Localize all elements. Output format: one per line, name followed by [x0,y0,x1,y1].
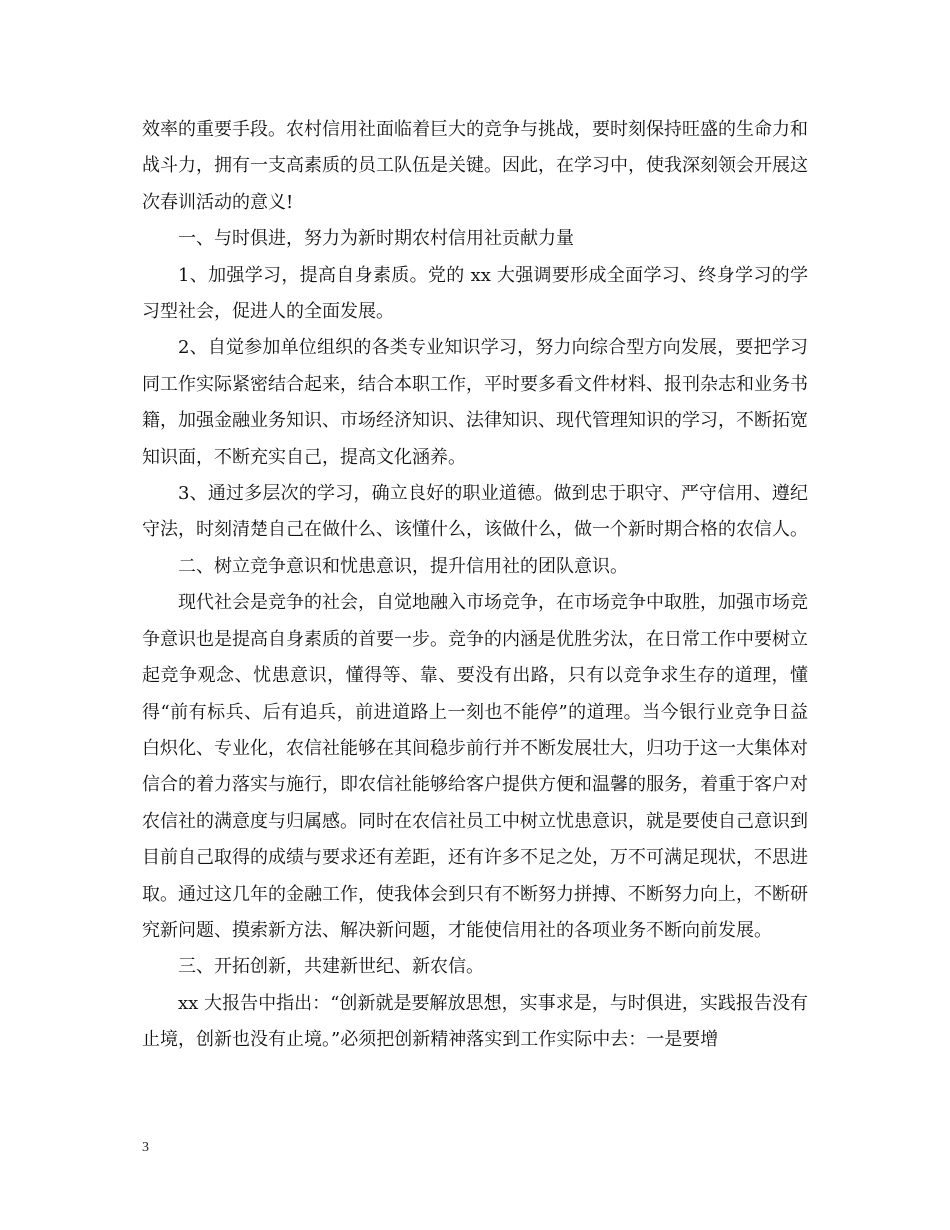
paragraph-point-2: 2、自觉参加单位组织的各类专业知识学习，努力向综合型方向发展，要把学习同工作实际紧密结合起来，结合本职工作，平时要多看文件材料、报刊杂志和业务书籍，加强金融业务知识、市场经济知识、法律知识、现代管理知识的学习，不断拓宽知识面，不断充实自己，提高文化涵养。 [142,337,808,468]
paragraph-intro-continuation: 效率的重要手段。农村信用社面临着巨大的竞争与挑战，要时刻保持旺盛的生命力和战斗力，拥有一支高素质的员工队伍是关键。因此，在学习中，使我深刻领会开展这次春训活动的意义! [142,119,808,213]
document-body [142,112,808,1059]
page-number: 3 [142,1140,149,1155]
paragraph-competition: 现代社会是竞争的社会，自觉地融入市场竞争，在市场竞争中取胜，加强市场竞争意识也是提高自身素质的首要一步。竞争的内涵是优胜劣汰，在日常工作中要树立起竞争观念、忧患意识，懂得等、靠、要没有出路，只有以竞争求生存的道理，懂得“前有标兵、后有追兵，前进道路上一刻也不能停”的道理。当今银行业竞争日益白炽化、专业化，农信社能够在其间稳步前行并不断发展壮大，归功于这一大集体对信合的着力落实与施行，即农信社能够给客户提供方便和温馨的服务，着重于客户对农信社的满意度与归属感。同时在农信社员工中树立忧患意识，就是要使自己意识到目前自己取得的成绩与要求还有差距，还有许多不足之处，万不可满足现状，不思进取。通过这几年的金融工作，使我体会到只有不断努力拼搏、不断努力向上，不断研究新问题、摸索新方法、解决新问题，才能使信用社的各项业务不断向前发展。 [142,592,808,941]
heading-section-two: 二、树立竞争意识和忧患意识，提升信用社的团队意识。 [178,555,628,577]
paragraph-point-3: 3、通过多层次的学习，确立良好的职业道德。做到忠于职守、严守信用、遵纪守法，时刻清楚自己在做什么、该懂什么，该做什么，做一个新时期合格的农信人。 [142,483,808,541]
heading-section-three: 三、开拓创新，共建新世纪、新农信。 [178,956,484,978]
heading-section-one: 一、与时俱进，努力为新时期农村信用社贡献力量 [178,228,574,250]
paragraph-point-1: 1、加强学习，提高自身素质。党的 xx 大强调要形成全面学习、终身学习的学习型社会，促进人的全面发展。 [142,264,808,323]
paragraph-innovation: xx 大报告中指出：“创新就是要解放思想，实事求是，与时俱进，实践报告没有止境，创新也没有止境。”必须把创新精神落实到工作实际中去：一是要增 [142,992,808,1051]
